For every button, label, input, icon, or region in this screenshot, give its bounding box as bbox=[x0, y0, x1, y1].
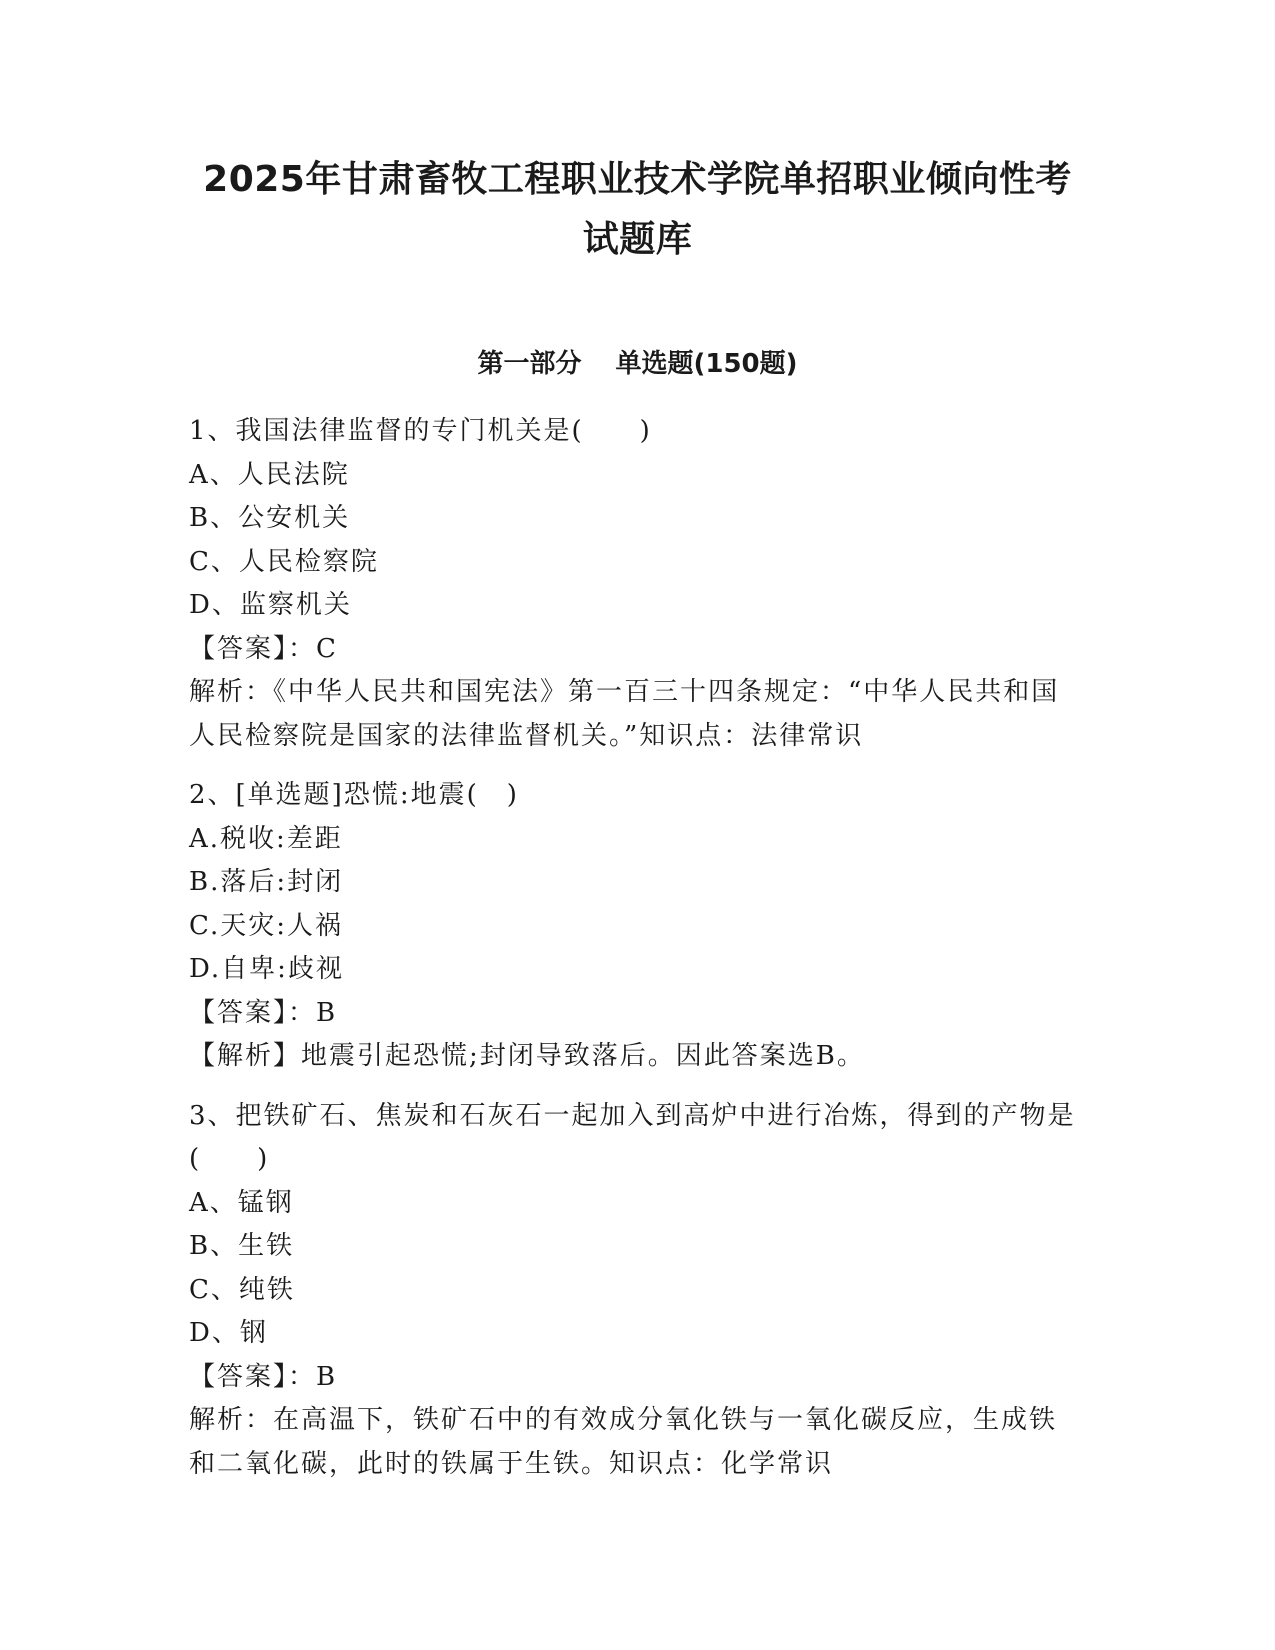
question-analysis: 解析：《中华人民共和国宪法》第一百三十四条规定：“中华人民共和国人民检察院是国家的法律监督机关。”知识点：法律常识 bbox=[189, 677, 1060, 751]
document-title-line1: 2025年甘肃畜牧工程职业技术学院单招职业倾向性考 bbox=[203, 159, 1072, 200]
section-heading bbox=[150, 346, 1125, 382]
question-stem: 3、把铁矿石、焦炭和石灰石一起加入到高炉中进行冶炼，得到的产物是( ) bbox=[189, 1100, 1076, 1174]
question-option-c: C、人民检察院 bbox=[189, 546, 379, 577]
question-analysis: 【解析】地震引起恐慌;封闭导致落后。因此答案选B。 bbox=[189, 1041, 865, 1071]
question-option-a: A.税收:差距 bbox=[189, 823, 343, 854]
question-3 bbox=[189, 1095, 1084, 1487]
question-option-c: C、纯铁 bbox=[189, 1274, 295, 1305]
question-answer: 【答案】：B bbox=[189, 1361, 338, 1392]
question-answer: 【答案】：B bbox=[189, 997, 338, 1028]
question-option-d: D、钢 bbox=[189, 1318, 268, 1348]
section-part: 第一部分 bbox=[477, 349, 582, 379]
question-option-d: D.自卑:歧视 bbox=[189, 954, 344, 984]
question-2 bbox=[189, 774, 1084, 1079]
question-analysis: 解析：在高温下，铁矿石中的有效成分氧化铁与一氧化碳反应，生成铁和二氧化碳，此时的铁属于生铁。知识点：化学常识 bbox=[189, 1405, 1058, 1479]
question-stem: 1、我国法律监督的专门机关是( ) bbox=[189, 416, 652, 446]
question-option-a: A、人民法院 bbox=[189, 459, 350, 490]
question-option-d: D、监察机关 bbox=[189, 590, 352, 620]
question-option-b: B、生铁 bbox=[189, 1231, 295, 1261]
question-1 bbox=[189, 410, 1084, 758]
question-list bbox=[189, 410, 1084, 1502]
question-option-c: C.天灾:人祸 bbox=[189, 910, 343, 941]
document-title-line2: 试题库 bbox=[582, 219, 693, 260]
document-title bbox=[150, 150, 1125, 270]
section-name: 单选题(150题) bbox=[615, 349, 798, 379]
question-option-b: B.落后:封闭 bbox=[189, 867, 344, 897]
question-stem: 2、[单选题]恐慌:地震( ) bbox=[189, 780, 519, 810]
question-option-a: A、锰钢 bbox=[189, 1187, 294, 1218]
question-option-b: B、公安机关 bbox=[189, 503, 351, 533]
question-answer: 【答案】：C bbox=[189, 633, 338, 664]
